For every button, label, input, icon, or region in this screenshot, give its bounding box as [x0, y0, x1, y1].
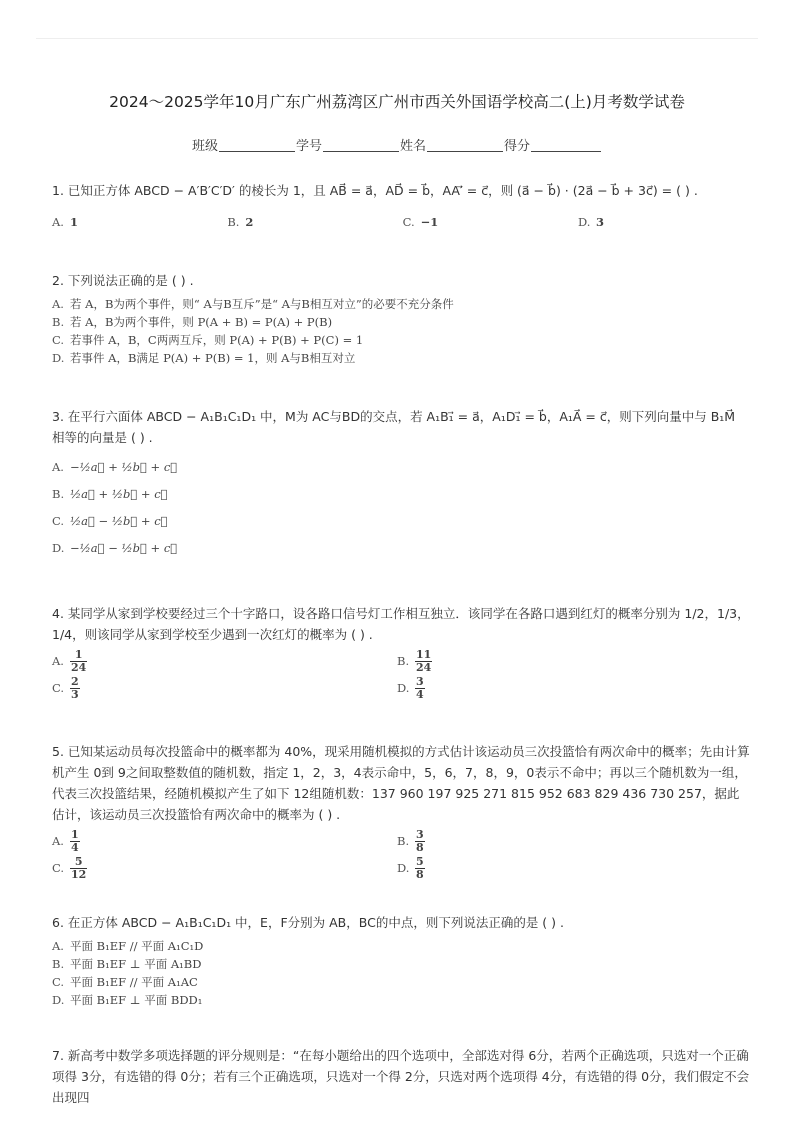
score-blank[interactable]	[531, 139, 601, 152]
question-6-option-c[interactable]: C. 平面 B₁EF // 平面 A₁AC	[52, 975, 198, 989]
question-2	[52, 270, 750, 367]
question-5-option-a[interactable]: A. $\frac{1}{4}$	[52, 828, 79, 854]
question-2-option-d[interactable]: D. 若事件 A，B满足 P(A) + P(B) = 1，则 A与B相互对立	[52, 351, 356, 365]
name-blank[interactable]	[427, 139, 503, 152]
question-5-stem: 5. 已知某运动员每次投篮命中的概率都为 40%，现采用随机模拟的方式估计该运动员三次投篮恰有两次命中的概率；先由计算机产生 0到 9之间取整数值的随机数，指定 1，2，3，4表示命中，5，6，7，8，9，0表示不命中；再以三个随机数为一组，代表三次投篮结果，经随机模拟产生了如下 12组随机数：137 960 197 925 271 815 952 683 829 436 730 257，据此估计，该运动员三次投篮恰有两次命中的概率为 ( ) .	[52, 744, 750, 822]
fraction: $\frac{1}{24}$	[71, 648, 87, 674]
question-7	[52, 1045, 750, 1108]
question-2-stem: 2. 下列说法正确的是 ( ) .	[52, 273, 194, 288]
fraction: $\frac{5}{12}$	[71, 855, 87, 881]
question-1-option-d[interactable]: D. 3	[577, 215, 604, 229]
fraction: $\frac{3}{4}$	[416, 675, 424, 701]
question-3-stem: 3. 在平行六面体 ABCD − A₁B₁C₁D₁ 中，M为 AC与BD的交点，若 A₁B₁⃗ = a⃗，A₁D₁⃗ = b⃗，A₁A⃗ = c⃗，则下列向量中与 B₁M⃗ 相等的向量是 ( ) .	[52, 409, 736, 445]
question-6	[52, 912, 750, 1009]
question-4-option-b[interactable]: B. $\frac{11}{24}$	[397, 648, 432, 674]
question-4-option-d[interactable]: D. $\frac{3}{4}$	[397, 675, 424, 701]
question-2-option-b[interactable]: B. 若 A，B为两个事件，则 P(A + B) = P(A) + P(B)	[52, 315, 333, 329]
fraction: $\frac{2}{3}$	[71, 675, 79, 701]
question-6-options	[52, 937, 750, 1009]
question-3-option-b[interactable]: B. ½a⃗ + ½b⃗ + c⃗	[52, 487, 168, 501]
question-1-stem: 1. 已知正方体 ABCD − A′B′C′D′ 的棱长为 1，且 AB⃗ = a⃗，AD⃗ = b⃗，AA′⃗ = c⃗，则 (a⃗ − b⃗) · (2a⃗ − b⃗ + 3c⃗) = ( ) .	[52, 183, 698, 198]
question-7-stem: 7. 新高考中数学多项选择题的评分规则是：“在每小题给出的四个选项中，全部选对得 6分，若两个正确选项，只选对一个正确项得 3分，有选错的得 0分；若有三个正确选项，只选对一个得 2分，只选对两个选项得 4分，有选错的得 0分，我们假定不会出现四	[52, 1048, 750, 1105]
question-5-options	[52, 829, 750, 881]
class-blank[interactable]	[219, 139, 295, 152]
question-6-option-b[interactable]: B. 平面 B₁EF ⊥ 平面 A₁BD	[52, 957, 202, 971]
question-4-option-c[interactable]: C. $\frac{2}{3}$	[52, 675, 79, 701]
fraction: $\frac{1}{4}$	[71, 828, 79, 854]
name-label: 姓名	[400, 139, 427, 154]
question-1-options	[52, 213, 750, 231]
top-divider	[36, 38, 758, 39]
question-5-option-d[interactable]: D. $\frac{5}{8}$	[397, 855, 424, 881]
question-6-option-a[interactable]: A. 平面 B₁EF // 平面 A₁C₁D	[52, 939, 204, 953]
question-5-option-b[interactable]: B. $\frac{3}{8}$	[397, 828, 424, 854]
question-3-option-a[interactable]: A. −½a⃗ + ½b⃗ + c⃗	[52, 460, 178, 474]
question-1-option-c[interactable]: C. −1	[402, 215, 439, 229]
question-5	[52, 741, 750, 881]
question-4-options	[52, 649, 750, 701]
id-blank[interactable]	[323, 139, 399, 152]
fraction: $\frac{3}{8}$	[416, 828, 424, 854]
question-4-stem: 4. 某同学从家到学校要经过三个十字路口，设各路口信号灯工作相互独立．该同学在各路口遇到红灯的概率分别为 1/2，1/3，1/4，则该同学从家到学校至少遇到一次红灯的概率为 ( ) .	[52, 606, 750, 642]
page-title: 2024～2025学年10月广东广州荔湾区广州市西关外国语学校高二(上)月考数学试卷	[109, 93, 685, 111]
question-6-option-d[interactable]: D. 平面 B₁EF ⊥ 平面 BDD₁	[52, 993, 203, 1007]
question-3-options	[52, 454, 750, 562]
question-5-option-c[interactable]: C. $\frac{5}{12}$	[52, 855, 87, 881]
question-3	[52, 406, 750, 562]
question-1	[52, 180, 750, 231]
question-1-option-b[interactable]: B. 2	[227, 215, 254, 229]
fraction: $\frac{11}{24}$	[416, 648, 432, 674]
question-2-option-c[interactable]: C. 若事件 A，B，C两两互斥，则 P(A) + P(B) + P(C) = 1	[52, 333, 364, 347]
question-4-option-a[interactable]: A. $\frac{1}{24}$	[52, 648, 87, 674]
question-4	[52, 603, 750, 701]
id-label: 学号	[295, 139, 322, 154]
fraction: $\frac{5}{8}$	[416, 855, 424, 881]
question-1-option-a[interactable]: A. 1	[52, 215, 79, 229]
student-info-line	[0, 135, 794, 154]
question-3-option-c[interactable]: C. ½a⃗ − ½b⃗ + c⃗	[52, 514, 168, 528]
question-2-options	[52, 295, 750, 367]
question-3-option-d[interactable]: D. −½a⃗ − ½b⃗ + c⃗	[52, 541, 178, 555]
question-2-option-a[interactable]: A. 若 A，B为两个事件，则“ A与B互斥”是“ A与B相互对立”的必要不充分条件	[52, 297, 454, 311]
class-label: 班级	[191, 139, 218, 154]
score-label: 得分	[504, 139, 531, 154]
question-6-stem: 6. 在正方体 ABCD − A₁B₁C₁D₁ 中，E，F分别为 AB，BC的中点，则下列说法正确的是 ( ) .	[52, 915, 564, 930]
